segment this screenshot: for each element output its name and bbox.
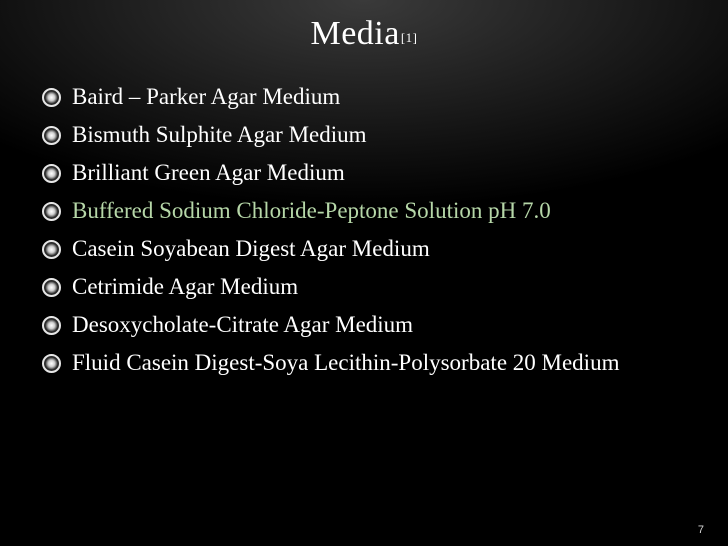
list-item [16,268,676,306]
slide-title [0,14,728,54]
list-item-text: Cetrimide Agar Medium [72,274,299,299]
circle-bullet-icon [42,88,61,107]
slide-title-reference: [1] [400,30,418,45]
circle-bullet-icon [42,316,61,335]
circle-bullet-icon [42,126,61,145]
circle-bullet-icon [42,278,61,297]
circle-bullet-icon [42,240,61,259]
list-item-text: Fluid Casein Digest-Soya Lecithin-Polysorbate 20 Medium [72,350,620,375]
list-item-text: Casein Soyabean Digest Agar Medium [72,236,430,261]
list-item [16,230,676,268]
list-item-text: Baird – Parker Agar Medium [72,84,341,109]
circle-bullet-icon [42,354,61,373]
slide-title-text: Media [310,15,400,52]
list-item-text: Buffered Sodium Chloride-Peptone Solution pH 7.0 [72,198,551,223]
list-item-highlighted [16,192,676,230]
list-item [16,344,676,381]
list-item [16,154,676,192]
circle-bullet-icon [42,202,61,221]
list-item [16,116,676,154]
circle-bullet-icon [42,164,61,183]
list-item [16,306,676,344]
list-item [16,78,676,116]
list-item-text: Desoxycholate-Citrate Agar Medium [72,312,414,337]
list-item-text: Bismuth Sulphite Agar Medium [72,122,367,147]
list-item-text: Brilliant Green Agar Medium [72,160,345,185]
media-list [16,78,676,381]
page-number: 7 [697,524,704,536]
